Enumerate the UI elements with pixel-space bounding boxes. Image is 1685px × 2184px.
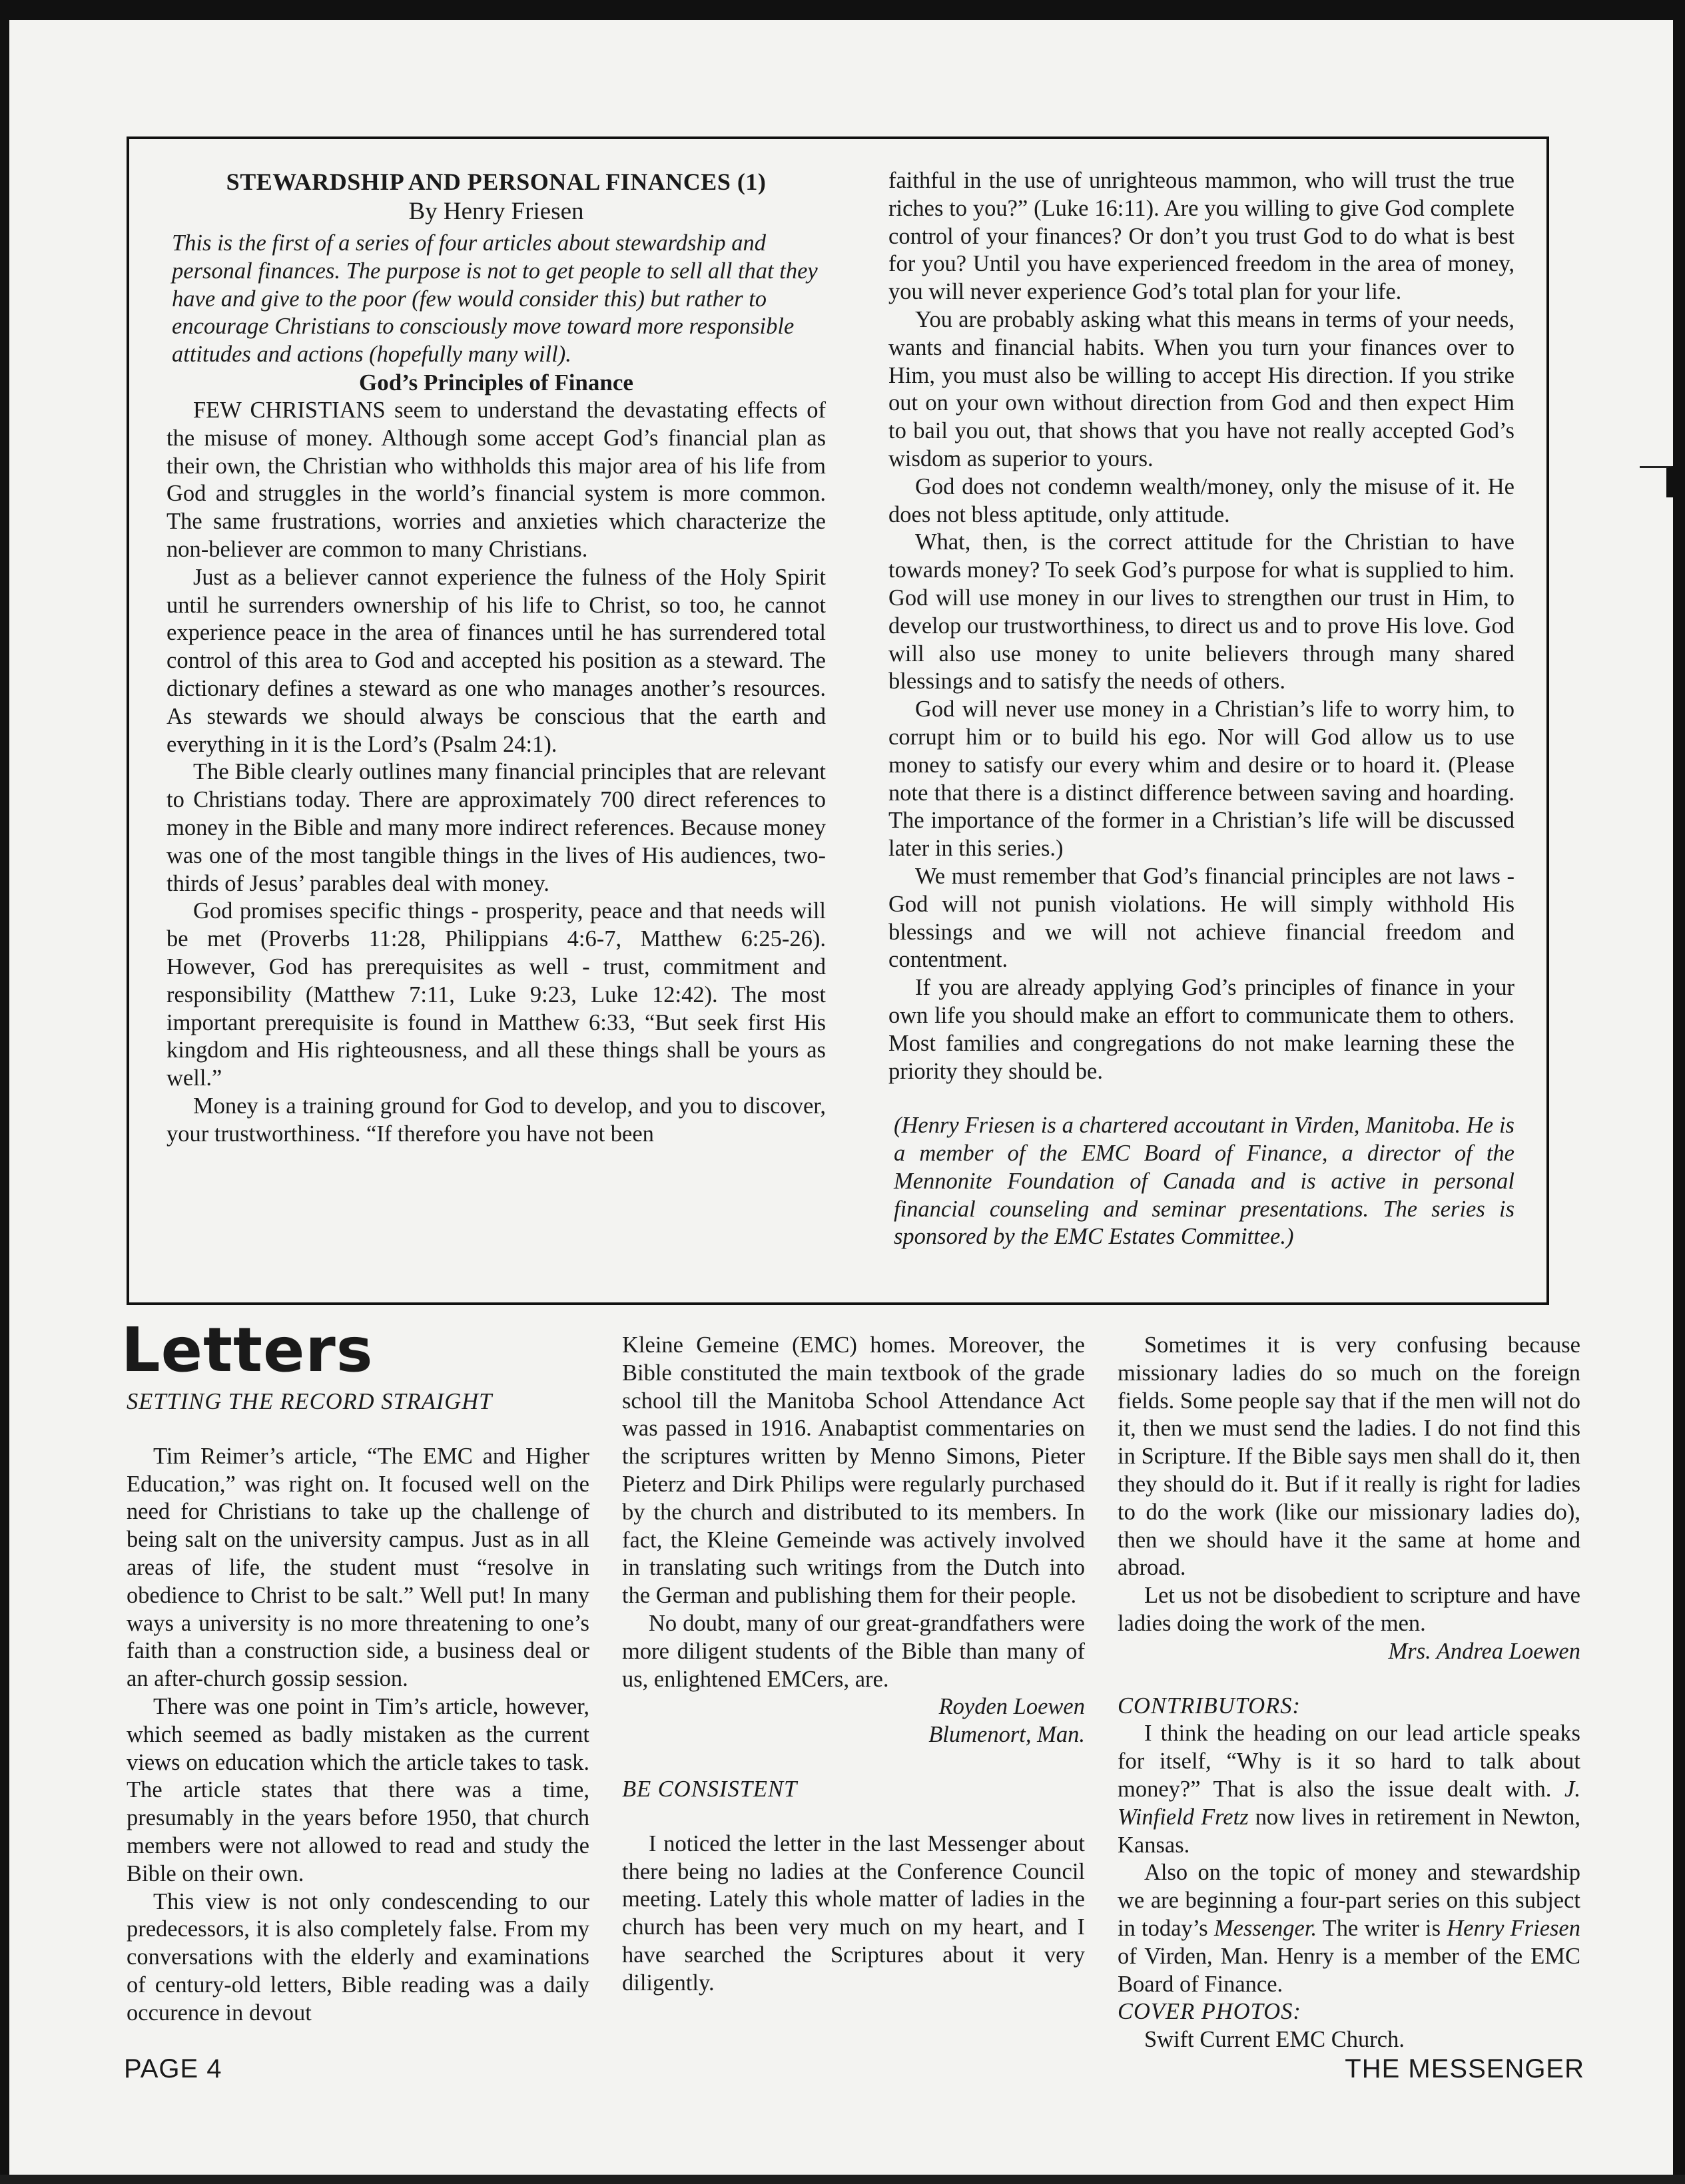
letter-paragraph: This view is not only condescending to our predecessors, it is also completely false. From my conversations with the elderly and examinations of century-old letters, Bible reading was a daily occurence in devout xyxy=(127,1888,589,2026)
article-paragraph: Just as a believer cannot experience the fulness of the Holy Spirit until he surrenders ownership of his life to Christ, so too, he cannot experience peace in the area of finances until he has surrendered total control of this area to God and accepted his position as a steward. The dictionary defines a steward as one who manages another’s resources. As stewards we should always be conscious that the earth and everything in it is the Lord’s (Psalm 24:1). xyxy=(167,564,826,757)
letters-heading: Letters xyxy=(121,1314,374,1386)
article-paragraph: FEW CHRISTIANS seem to understand the devastating effects of the misuse of money. Although some accept God’s financial plan as their own, the Christian who withholds this major area of his life from God and struggles in the world’s financial system is more common. The same frustrations, worries and anxieties which characterize the non-believer are common to many Christians. xyxy=(167,397,826,562)
article-intro: This is the first of a series of four articles about stewardship and personal finances. The purpose is not to get people to sell all that they have and give to the poor (few would consider this) but rather to encourage Christians to consciously move toward more responsible attitudes and actions (hopefully many will). xyxy=(172,230,818,368)
article-paragraph: God will never use money in a Christian’s life to worry him, to corrupt him or to build his ego. Nor will God allow us to use money to satisfy our every whim and desire or to hoard it. (Please note that there is a distinct difference between saving and hoarding. The importance of the former in a Christian’s life will be discussed later in this series.) xyxy=(888,696,1515,862)
article-paragraph: We must remember that God’s financial principles are not laws - God will not punish violations. He will simply withhold His blessings and we will not achieve financial freedom and contentment. xyxy=(888,863,1515,973)
letter-paragraph: Sometimes it is very confusing because missionary ladies do so much on the foreign fields. Some people say that if the men will not do it, then we must send the ladies. I do not find this in Scripture. If the Bible says men shall do it, then they should do it. But if it really is right for ladies to do the work (like our missionary ladies do), then we should have it the same at home and abroad. xyxy=(1118,1332,1580,1581)
letter-title: BE CONSISTENT xyxy=(622,1776,798,1802)
article-paragraph: God does not condemn wealth/money, only the misuse of it. He does not bless aptitude, only attitude. xyxy=(888,473,1515,527)
contributors-paragraph xyxy=(1118,1720,1580,1859)
contributor-name: Henry Friesen xyxy=(1447,1915,1580,1941)
author-note: (Henry Friesen is a chartered accoutant in Virden, Manitoba. He is a member of the EMC Board of Finance, a director of the Mennonite Foundation of Canada and is active in personal financial counseling and seminar presentations. The series is sponsored by the EMC Estates Committee.) xyxy=(894,1113,1515,1250)
article-box xyxy=(127,136,1549,1305)
scan-edge-top xyxy=(0,0,1685,20)
article-paragraph: Money is a training ground for God to develop, and you to discover, your trustworthiness. “If therefore you have not been xyxy=(167,1093,826,1147)
article-subhead: God’s Principles of Finance xyxy=(359,369,633,396)
letter-paragraph: There was one point in Tim’s article, however, which seemed as badly mistaken as the current views on education which the article takes to task. The article states that there was a time, presumably in the years before 1950, that church members were not allowed to read and study the Bible on their own. xyxy=(127,1693,589,1886)
page-tab-notch xyxy=(1640,466,1673,497)
letter-paragraph: Tim Reimer’s article, “The EMC and Higher Education,” was right on. It focused well on the need for Christians to take up the challenge of being salt on the university campus. Just as in all areas of life, the student must “resolve in obedience to Christ to be salt.” Well put! In many ways a university is no more threatening to one’s faith than a construction side, a business deal or an after-church gossip session. xyxy=(127,1443,589,1692)
letter-signature-place: Blumenort, Man. xyxy=(928,1722,1085,1748)
scan-edge-right xyxy=(1673,0,1685,2184)
letter-paragraph: No doubt, many of our great-grandfathers were more diligent students of the Bible than many of us, enlightened EMCers, are. xyxy=(622,1610,1085,1692)
page-number: PAGE 4 xyxy=(124,2054,222,2083)
article-paragraph: What, then, is the correct attitude for the Christian to have towards money? To seek God’s purpose for what is supplied to him. God will use money in our lives to strengthen our trust in Him, to develop our trustworthiness, to direct us and to prove His love. God will also use money to unite believers through many shared blessings and to satisfy the needs of others. xyxy=(888,529,1515,694)
spacer xyxy=(127,1416,589,1443)
letters-column-3 xyxy=(1118,1332,1580,2054)
article-column-left xyxy=(167,167,826,1149)
article-paragraph: You are probably asking what this means in terms of your needs, wants and financial habits. When you turn your finances over to Him, you must also be willing to accept His direction. If you strike out on your own without direction from God and then expect Him to bail you out, that shows that you have not really accepted God’s wisdom as superior to yours. xyxy=(888,306,1515,471)
publication-name: Messenger. xyxy=(1213,1915,1317,1941)
cover-photos-text: Swift Current EMC Church. xyxy=(1144,2027,1405,2053)
letter-paragraph: Let us not be disobedient to scripture and have ladies doing the work of the men. xyxy=(1118,1583,1580,1636)
article-paragraph: faithful in the use of unrighteous mammon, who will trust the true riches to you?” (Luke 16:11). Are you willing to give God complete control of your finances? Or don’t you trust God to do what is best for you? Until you have experienced freedom in the area of money, you will never experience God’s total plan for your life. xyxy=(888,168,1515,305)
contributors-paragraph xyxy=(1118,1859,1580,1998)
contributors-text: now lives in retirement in Newton, Kansas. xyxy=(1118,1804,1580,1858)
contributors-title: CONTRIBUTORS: xyxy=(1118,1693,1301,1719)
letter-paragraph: Kleine Gemeine (EMC) homes. Moreover, the Bible constituted the main textbook of the grade school till the Manitoba School Attendance Act was passed in 1916. Anabaptist commentaries on the scriptures written by Menno Simons, Pieter Pieterz and Dirk Philips were regularly purchased by the church and distributed to its members. In fact, the Kleine Gemeinde was actively involved in translating such writings from the Dutch into the German and publishing them for their people. xyxy=(622,1332,1085,1609)
contributors-text: I think the heading on our lead article speaks for itself, “Why is it so hard to talk about money?” That is also the issue dealt with. xyxy=(1118,1721,1580,1802)
spacer xyxy=(622,1804,1085,1830)
publication-footer: THE MESSENGER xyxy=(1345,2054,1584,2083)
contributor-name: J. Winfield Fretz xyxy=(1118,1776,1580,1830)
article-column-right xyxy=(888,167,1515,1251)
contributors-text: Also on the topic of money and stewardship we are beginning a four-part series on this subject in today’s xyxy=(1118,1860,1580,1941)
article-paragraph: God promises specific things - prosperity, peace and that needs will be met (Proverbs 11:28, Philippians 4:6-7, Matthew 6:25-26). However, God has prerequisites as well - trust, commitment and responsibility (Matthew 7:11, Luke 9:23, Luke 12:42). The most important prerequisite is found in Matthew 6:33, “But seek first His kingdom and His righteousness, and all these things shall be yours as well.” xyxy=(167,898,826,1091)
letter-title: SETTING THE RECORD STRAIGHT xyxy=(127,1389,493,1414)
letters-column-2 xyxy=(622,1332,1085,1998)
contributors-text: of Virden, Man. Henry is a member of the EMC Board of Finance. xyxy=(1118,1943,1580,1997)
letter-paragraph: I noticed the letter in the last Messenger about there being no ladies at the Conference Council meeting. Lately this whole matter of ladies in the church has been very much on my heart, and I have searched the Scriptures about it very diligently. xyxy=(622,1830,1085,1996)
letter-signature-name: Royden Loewen xyxy=(938,1694,1085,1720)
spacer xyxy=(1118,1666,1580,1693)
scan-edge-left xyxy=(0,0,9,2184)
article-paragraph: The Bible clearly outlines many financial principles that are relevant to Christians today. There are approximately 700 direct references to money in the Bible and many more indirect references. Because money was one of the most tangible things in the lives of His audiences, two-thirds of Jesus’ parables deal with money. xyxy=(167,759,826,896)
article-paragraph: If you are already applying God’s principles of finance in your own life you should make an effort to communicate them to others. Most families and congregations do not make learning these the priority they should be. xyxy=(888,975,1515,1084)
letter-signature-name: Mrs. Andrea Loewen xyxy=(1388,1638,1580,1664)
article-title: STEWARDSHIP AND PERSONAL FINANCES (1) xyxy=(226,168,767,195)
cover-photos-title: COVER PHOTOS: xyxy=(1118,1999,1301,2025)
letters-column-1 xyxy=(127,1388,589,2028)
contributors-text: The writer is xyxy=(1322,1915,1441,1941)
scan-edge-bottom xyxy=(0,2175,1685,2184)
article-byline: By Henry Friesen xyxy=(408,198,584,225)
spacer xyxy=(622,1749,1085,1776)
